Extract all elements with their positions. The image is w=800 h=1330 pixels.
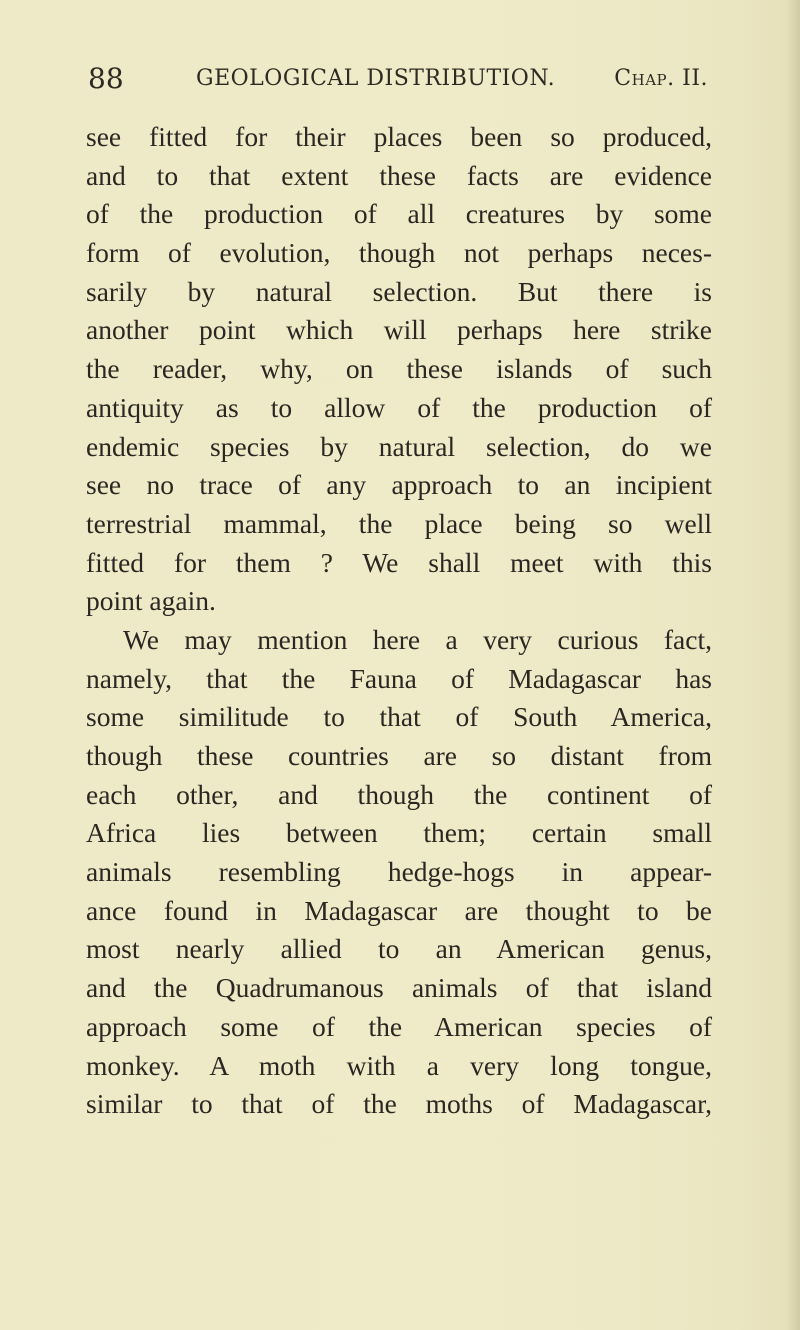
text-line: terrestrial mammal, the place being so well [86,507,712,539]
text-line: Africa lies between them; certain small [86,817,712,849]
text-line: sarily by natural selection. But there is [86,275,712,307]
page-number: 88 [88,62,124,95]
text-line: form of evolution, though not perhaps neces- [86,237,712,269]
text-line: and the Quadrumanous animals of that island [86,972,712,1004]
text-line: of the production of all creatures by some [86,198,712,230]
body-text [86,118,712,1124]
text-line: see no trace of any approach to an incipient [86,469,712,501]
text-line: antiquity as to allow of the production of [86,391,712,423]
text-line: the reader, why, on these islands of such [86,353,712,385]
text-line-paragraph-end: point again. [86,585,216,617]
text-line: each other, and though the continent of [86,778,712,810]
page-edge-shadow [786,0,800,1330]
text-line: endemic species by natural selection, do we [86,430,712,462]
running-title: GEOLOGICAL DISTRIBUTION. [196,66,556,91]
text-line: animals resembling hedge-hogs in appear- [86,856,712,888]
chapter-label: Chap. II. [614,66,708,91]
text-line: namely, that the Fauna of Madagascar has [86,662,712,694]
text-line-paragraph-start: We may mention here a very curious fact, [123,623,712,655]
text-line: approach some of the American species of [86,1010,712,1042]
text-line: fitted for them ? We shall meet with this [86,546,712,578]
text-line: see fitted for their places been so produced, [86,121,712,152]
text-line: and to that extent these facts are evidence [86,159,712,191]
text-line: most nearly allied to an American genus, [86,933,712,965]
page-header [88,62,708,102]
text-line: ance found in Madagascar are thought to be [86,894,712,926]
text-line: monkey. A moth with a very long tongue, [86,1049,712,1081]
text-line: similar to that of the moths of Madagascar, [86,1088,712,1120]
text-line: some similitude to that of South America, [86,701,712,733]
text-line: though these countries are so distant from [86,740,712,771]
text-line: another point which will perhaps here strike [86,314,712,346]
